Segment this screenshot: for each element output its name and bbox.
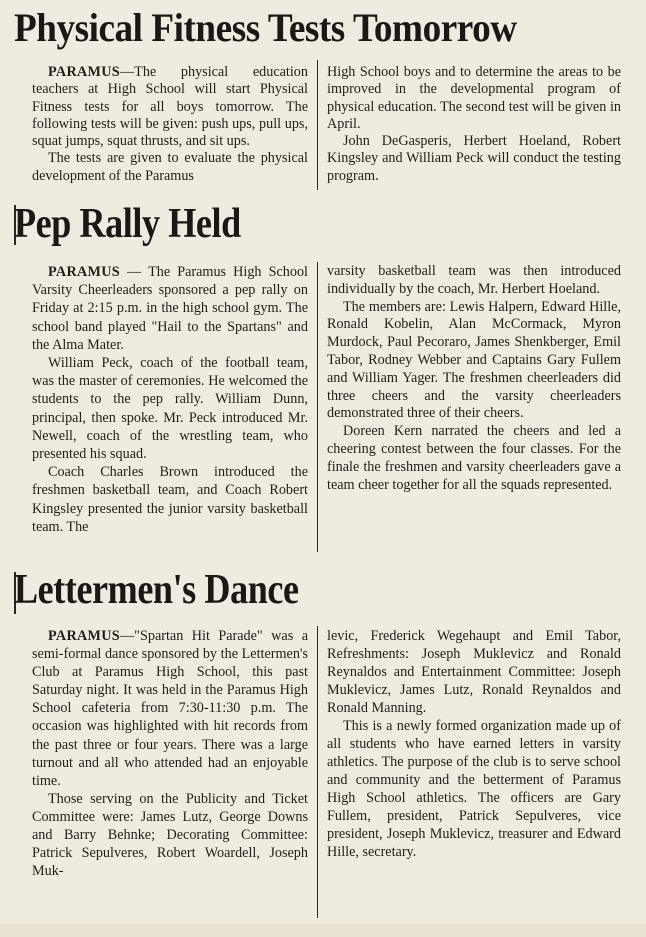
dateline: PARAMUS — [48, 64, 120, 80]
article-1-paragraph: John DeGasperis, Herbert Hoeland, Robert Kingsley and William Peck will conduct the testing program. — [327, 133, 621, 184]
column-divider — [317, 626, 318, 918]
article-1-paragraph: The tests are given to evaluate the physical development of the Paramus — [32, 150, 308, 184]
article-2-paragraph: Doreen Kern narrated the cheers and led a cheering contest between the four classes. For the finale the freshmen and varsity cheerleaders gave a team cheer together for all the squads represented. — [327, 423, 621, 493]
headline-pep-rally: Pep Rally Held — [14, 201, 241, 247]
article-2-column-right — [327, 263, 621, 494]
article-3-paragraph: PARAMUS—"Spartan Hit Parade" was a semi-formal dance sponsored by the Lettermen's Club at Paramus High School, this past Saturday night. It was held in the Paramus High School cafeteria from 7:30-11:30 p.m. The occasion was highlighted with hit records from the past three or four years. There was a large turnout and all who attended had an enjoyable time. — [32, 628, 308, 789]
article-2-column-left — [32, 263, 308, 536]
article-2-paragraph: varsity basketball team was then introduced individually by the coach, Mr. Herbert Hoeland. — [327, 263, 621, 297]
article-1-paragraph: High School boys and to determine the areas to be improved in the developmental program of physical education. The second test will be given in April. — [327, 64, 621, 132]
paper-edge — [0, 924, 646, 937]
article-1-column-left — [32, 64, 308, 185]
article-3-paragraph: This is a newly formed organization made up of all students who have earned letters in varsity athletics. The purpose of the club is to serve school and community and the betterment of Paramus High School athletics. The officers are Gary Fullem, president, Patrick Sepulveres, vice president, Joseph Muklevicz, treasurer and Edward Hille, secretary. — [327, 718, 621, 860]
dateline: PARAMUS — [48, 264, 120, 280]
article-2-paragraph: PARAMUS — The Paramus High School Varsity Cheerleaders sponsored a pep rally on Friday at 2:15 p.m. in the high school gym. The school band played "Hail to the Spartans" and the Alma Mater. — [32, 264, 308, 353]
article-1-paragraph: PARAMUS—The physical education teachers at High School will start Physical Fitness tests for all boys tomorrow. The following tests will be given: push ups, pull ups, squat jumps, squat thrusts, and sit ups. — [32, 64, 308, 150]
article-3-column-right — [327, 627, 621, 861]
headline-lettermens-dance: Lettermen's Dance — [14, 567, 299, 613]
article-1-column-right — [327, 64, 621, 185]
article-2-paragraph: The members are: Lewis Halpern, Edward Hille, Ronald Kobelin, Alan McCormack, Myron Murdock, Paul Pecoraro, James Shenkberger, Emil Tabor, Rodney Webber and Captains Gary Fullem and William Yager. The freshmen cheerleaders did three cheers and the varsity cheerleaders demonstrated three of their cheers. — [327, 298, 621, 422]
article-3-column-left — [32, 627, 308, 880]
article-2-paragraph: William Peck, coach of the football team, was the master of ceremonies. He welcomed the students to the pep rally. William Dunn, principal, then spoke. Mr. Peck introduced Mr. Newell, coach of the wrestling team, who presented his squad. — [32, 355, 308, 463]
dateline: PARAMUS — [48, 628, 120, 644]
headline-physical-fitness: Physical Fitness Tests Tomorrow — [14, 5, 517, 50]
column-divider — [317, 262, 318, 552]
article-3-paragraph: levic, Frederick Wegehaupt and Emil Tabor, Refreshments: Joseph Muklevicz and Ronald Reynaldos and Entertainment Committee: Joseph Muklevicz, James Lutz, Ronald Reynaldos and Ronald Manning. — [327, 628, 621, 716]
article-3-paragraph: Those serving on the Publicity and Ticket Committee were: James Lutz, George Downs and Barry Behnke; Decorating Committee: Patrick Sepulveres, Robert Woardell, Joseph Muk- — [32, 790, 308, 880]
column-divider — [317, 60, 318, 190]
article-2-paragraph: Coach Charles Brown introduced the freshmen basketball team, and Coach Robert Kingsley presented the junior varsity basketball team. The — [32, 464, 308, 535]
